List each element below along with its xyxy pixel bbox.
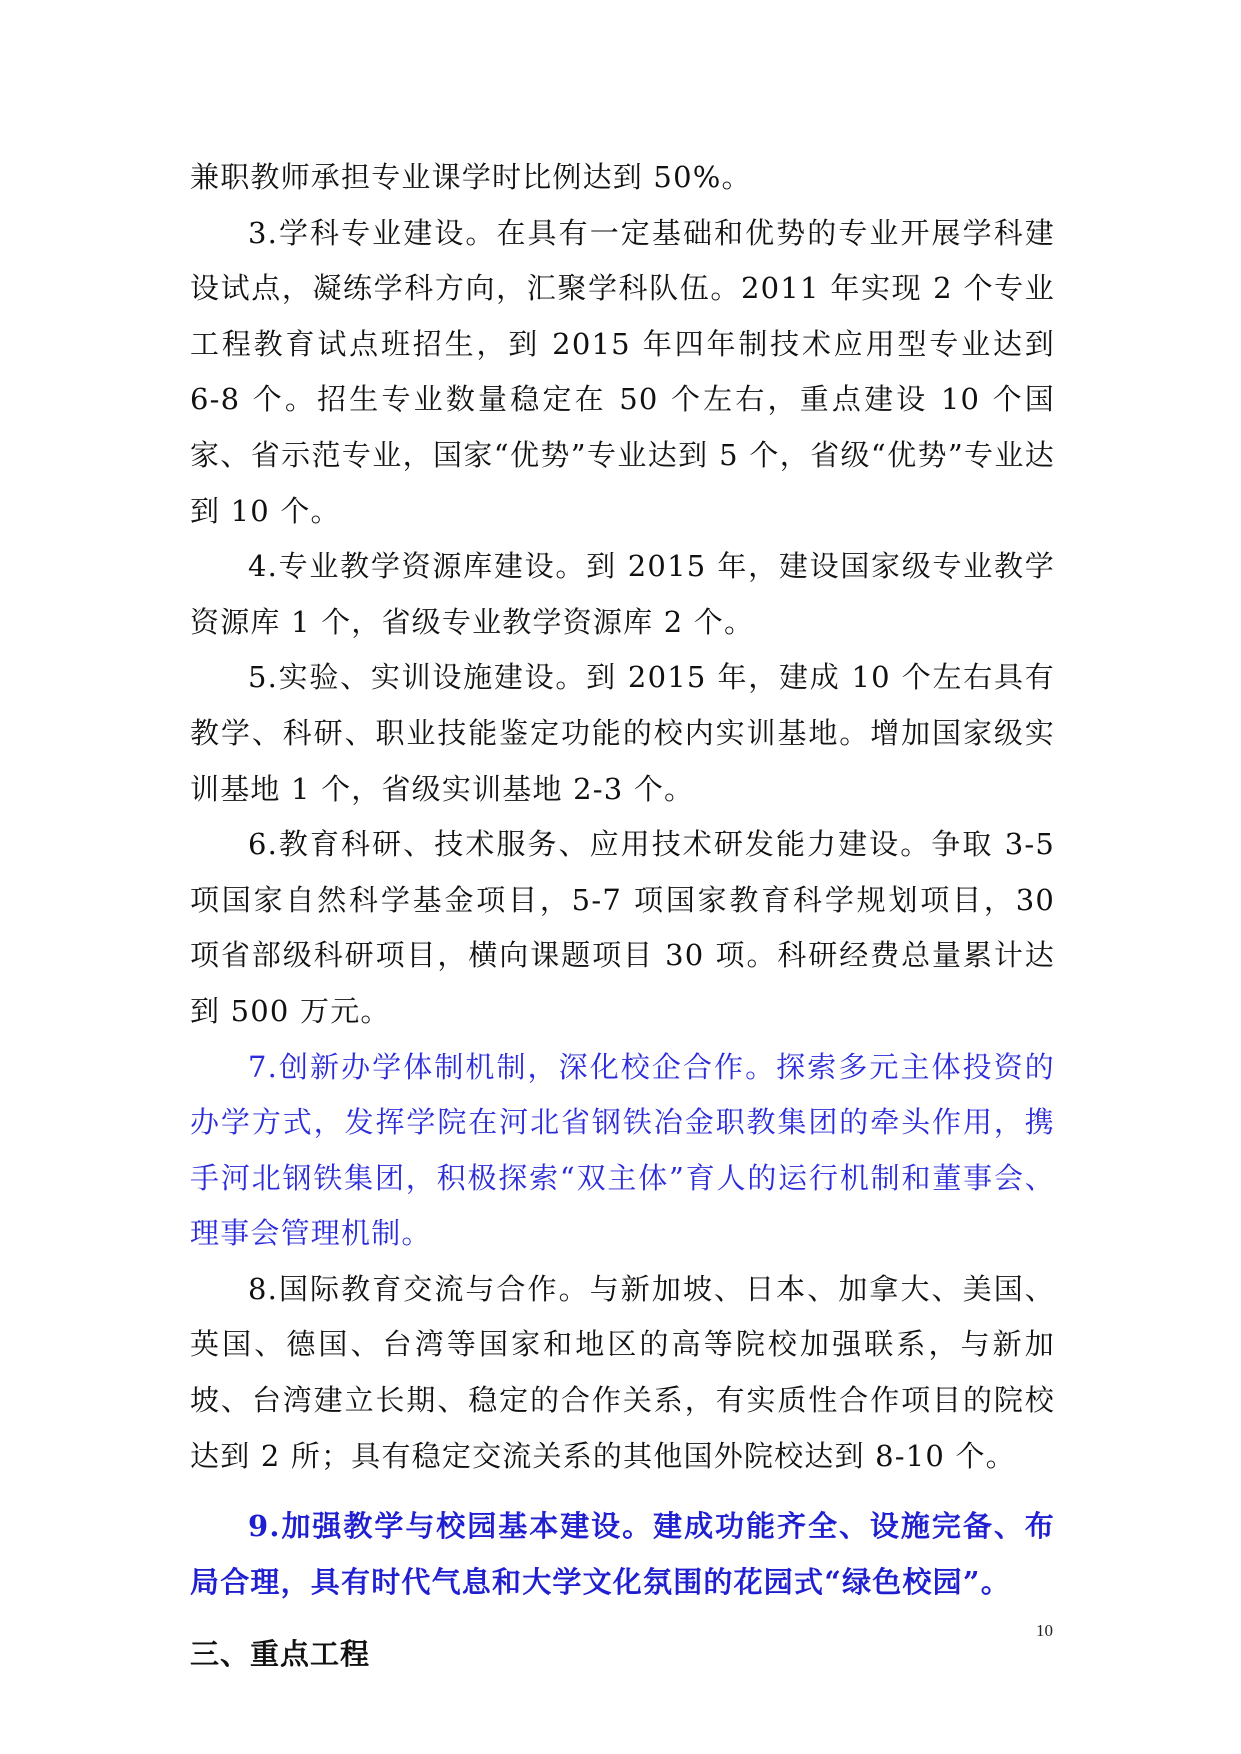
paragraph-item-5: 5.实验、实训设施建设。到 2015 年，建成 10 个左右具有教学、科研、职业技能鉴定功能的校内实训基地。增加国家级实训基地 1 个，省级实训基地 2-3 个。 bbox=[190, 660, 1055, 806]
page-number: 10 bbox=[1036, 1621, 1053, 1640]
section-heading: 三、重点工程 bbox=[190, 1637, 371, 1672]
paragraph-item-7: 7.创新办学体制机制，深化校企合作。探索多元主体投资的办学方式，发挥学院在河北省钢铁冶金职教集团的牵头作用，携手河北钢铁集团，积极探索“双主体”育人的运行机制和董事会、理事会管理机制。 bbox=[190, 1049, 1055, 1251]
paragraph-continuation: 兼职教师承担专业课学时比例达到 50%。 bbox=[190, 160, 752, 194]
paragraph-item-4: 4.专业教学资源库建设。到 2015 年，建设国家级专业教学资源库 1 个，省级专业教学资源库 2 个。 bbox=[190, 549, 1055, 639]
paragraph-item-9: 9.加强教学与校园基本建设。建成功能齐全、设施完备、布局合理，具有时代气息和大学文化氛围的花园式“绿色校园”。 bbox=[190, 1509, 1055, 1600]
paragraph-item-3: 3.学科专业建设。在具有一定基础和优势的专业开展学科建设试点，凝练学科方向，汇聚学科队伍。2011 年实现 2 个专业工程教育试点班招生，到 2015 年四年制技术应用型专业达到 6-8 个。招生专业数量稳定在 50 个左右，重点建设 10 个国家、省示范专业，国家“优势”专业达到 5 个，省级“优势”专业达到 10 个。 bbox=[190, 215, 1055, 528]
document-body bbox=[190, 150, 1055, 1684]
paragraph-item-8: 8.国际教育交流与合作。与新加坡、日本、加拿大、美国、英国、德国、台湾等国家和地区的高等院校加强联系，与新加坡、台湾建立长期、稳定的合作关系，有实质性合作项目的院校达到 2 所；具有稳定交流关系的其他国外院校达到 8-10 个。 bbox=[190, 1271, 1055, 1473]
paragraph-item-6: 6.教育科研、技术服务、应用技术研发能力建设。争取 3-5 项国家自然科学基金项目，5-7 项国家教育科学规划项目，30 项省部级科研项目，横向课题项目 30 项。科研经费总量累计达到 500 万元。 bbox=[190, 827, 1055, 1028]
